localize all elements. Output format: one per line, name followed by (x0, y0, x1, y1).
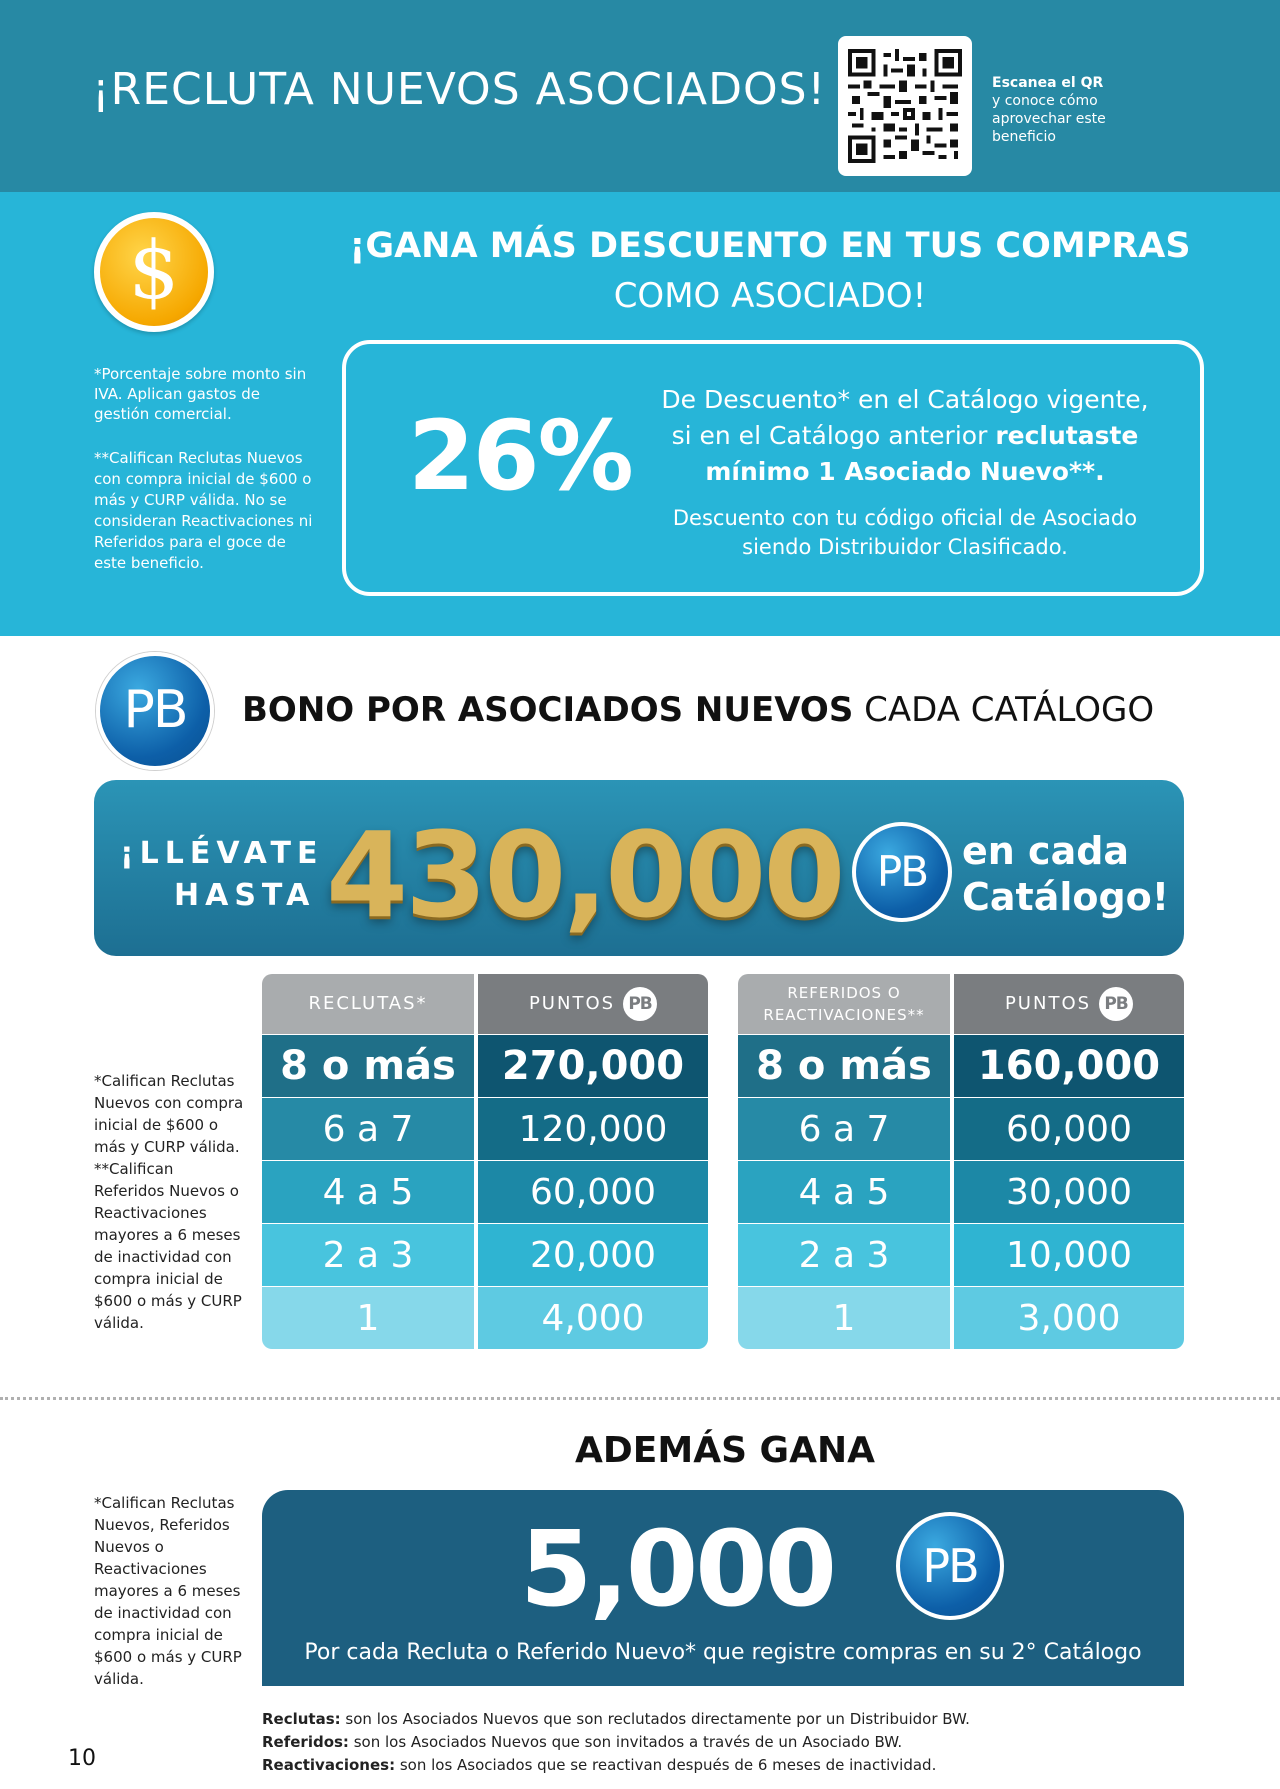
table-row (262, 1223, 708, 1286)
text-label: son los Asociados Nuevos que son invitados a través de un Asociado BW. (348, 1733, 903, 1751)
discount-desc-line-1: De Descuento* en el Catálogo vigente, (661, 385, 1149, 414)
banner-right-line-2: Catálogo! (962, 875, 1170, 919)
definition-item (262, 1731, 1192, 1754)
discount-heading: ¡GANA MÁS DESCUENTO EN TUS COMPRAS (349, 226, 1191, 266)
pb-mini-icon: PB (623, 987, 657, 1021)
discount-desc-line-2b: reclutaste (995, 421, 1139, 450)
range-cell: 2 a 3 (262, 1224, 474, 1286)
discount-desc-line-3 (640, 454, 1170, 490)
text-label: Referidos: (262, 1733, 349, 1751)
discount-footnote-1: *Porcentaje sobre monto sin IVA. Aplican gastos de gestión comercial. (94, 365, 307, 423)
text-label: son los Asociados que se reactivan después de 6 meses de inactividad. (395, 1756, 937, 1774)
table-row (262, 1286, 708, 1349)
bono-title-bold: BONO POR ASOCIADOS NUEVOS (242, 690, 854, 730)
text-label: PUNTOS (528, 993, 616, 1014)
definition-item (262, 1754, 1192, 1777)
text-label: son los Asociados Nuevos que son reclutados directamente por un Distribuidor BW. (340, 1710, 970, 1728)
table-row (262, 1097, 708, 1160)
points-cell: 120,000 (474, 1098, 708, 1160)
text-label: PB (922, 1539, 978, 1593)
discount-condition: Descuento con tu código oficial de Asociado siendo Distribuidor Clasificado. (672, 506, 1138, 559)
definitions (262, 1708, 1192, 1777)
text-label: PB (876, 847, 928, 896)
pb-banner-icon (852, 822, 952, 922)
discount-footnote-2: **Califican Reclutas Nuevos con compra inicial de $600 o más y CURP válida. No se consideran Reactivaciones ni Referidos para el goce de este beneficio. (94, 449, 313, 572)
points-cell: 20,000 (474, 1224, 708, 1286)
pb-points-icon (96, 652, 214, 770)
qr-code-icon[interactable] (838, 36, 972, 176)
range-cell: 8 o más (738, 1035, 950, 1097)
range-cell: 4 a 5 (262, 1161, 474, 1223)
qr-instructions-bold: Escanea el QR (992, 75, 1104, 91)
points-cell: 60,000 (950, 1098, 1184, 1160)
ademas-amount: 5,000 (520, 1508, 834, 1630)
points-cell: 30,000 (950, 1161, 1184, 1223)
discount-desc-line-2a: si en el Catálogo anterior (671, 421, 996, 450)
dotted-divider (0, 1397, 1280, 1400)
points-cell: 160,000 (950, 1035, 1184, 1097)
table-header (738, 974, 1184, 1034)
pb-ademas-icon (896, 1512, 1004, 1620)
page-title: ¡RECLUTA NUEVOS ASOCIADOS! (92, 64, 827, 115)
table-row (262, 1034, 708, 1097)
banner-line-1: ¡LLÉVATE (120, 836, 324, 871)
range-cell: 4 a 5 (738, 1161, 950, 1223)
range-cell: 6 a 7 (738, 1098, 950, 1160)
range-cell: 1 (262, 1287, 474, 1349)
text-label: Reclutas: (262, 1710, 341, 1728)
table-row (738, 1160, 1184, 1223)
pb-mini-icon: PB (1099, 987, 1133, 1021)
banner-right-line-1: en cada (962, 829, 1130, 873)
banner-amount: 430,000 (326, 806, 843, 944)
definition-item (262, 1708, 1192, 1731)
banner-line-2: HASTA (174, 878, 316, 913)
reclutas-table (262, 974, 708, 1349)
discount-percent: 26% (408, 400, 632, 512)
bono-title (242, 690, 1154, 730)
table-row (738, 1034, 1184, 1097)
col-header-puntos (950, 974, 1184, 1034)
referidos-table (738, 974, 1184, 1349)
range-cell: 1 (738, 1287, 950, 1349)
ademas-title: ADEMÁS GANA (575, 1430, 875, 1471)
points-cell: 60,000 (474, 1161, 708, 1223)
table-row (738, 1286, 1184, 1349)
col-header-puntos (474, 974, 708, 1034)
points-cell: 4,000 (474, 1287, 708, 1349)
discount-subheading: COMO ASOCIADO! (613, 276, 927, 316)
text-label: PB (123, 680, 187, 740)
dollar-coin-icon (94, 212, 214, 332)
points-cell: 270,000 (474, 1035, 708, 1097)
coin-symbol: $ (128, 224, 180, 317)
range-cell: 2 a 3 (738, 1224, 950, 1286)
discount-description (640, 382, 1170, 490)
text-label: PUNTOS (1004, 993, 1092, 1014)
text-label: Reactivaciones: (262, 1756, 396, 1774)
qr-instructions-text: y conoce cómo aprovechar este beneficio (992, 93, 1106, 145)
ademas-footnote: *Califican Reclutas Nuevos, Referidos Nuevos o Reactivaciones mayores a 6 meses de inactividad con compra inicial de $600 o más y CURP válida. (94, 1494, 242, 1688)
points-cell: 10,000 (950, 1224, 1184, 1286)
range-cell: 8 o más (262, 1035, 474, 1097)
col-header-referidos: REFERIDOS O REACTIVACIONES** (738, 974, 950, 1034)
page-number: 10 (68, 1746, 96, 1771)
col-header-reclutas: RECLUTAS* (262, 974, 474, 1034)
text-label: mínimo 1 Asociado Nuevo**. (705, 457, 1105, 486)
table-row (262, 1160, 708, 1223)
table-row (738, 1097, 1184, 1160)
bono-title-light: CADA CATÁLOGO (853, 690, 1155, 730)
table-row (738, 1223, 1184, 1286)
discount-desc-line-2 (640, 418, 1170, 454)
ademas-subtitle: Por cada Recluta o Referido Nuevo* que registre compras en su 2° Catálogo (304, 1640, 1142, 1665)
range-cell: 6 a 7 (262, 1098, 474, 1160)
points-cell: 3,000 (950, 1287, 1184, 1349)
table-footnote: *Califican Reclutas Nuevos con compra inicial de $600 o más y CURP válida. **Califican Referidos Nuevos o Reactivaciones mayores a 6 meses de inactividad con compra inicial de $600 o más y CURP válida. (94, 1072, 244, 1332)
table-header (262, 974, 708, 1034)
banner-right-text (962, 828, 1169, 920)
qr-instructions (992, 74, 1142, 146)
